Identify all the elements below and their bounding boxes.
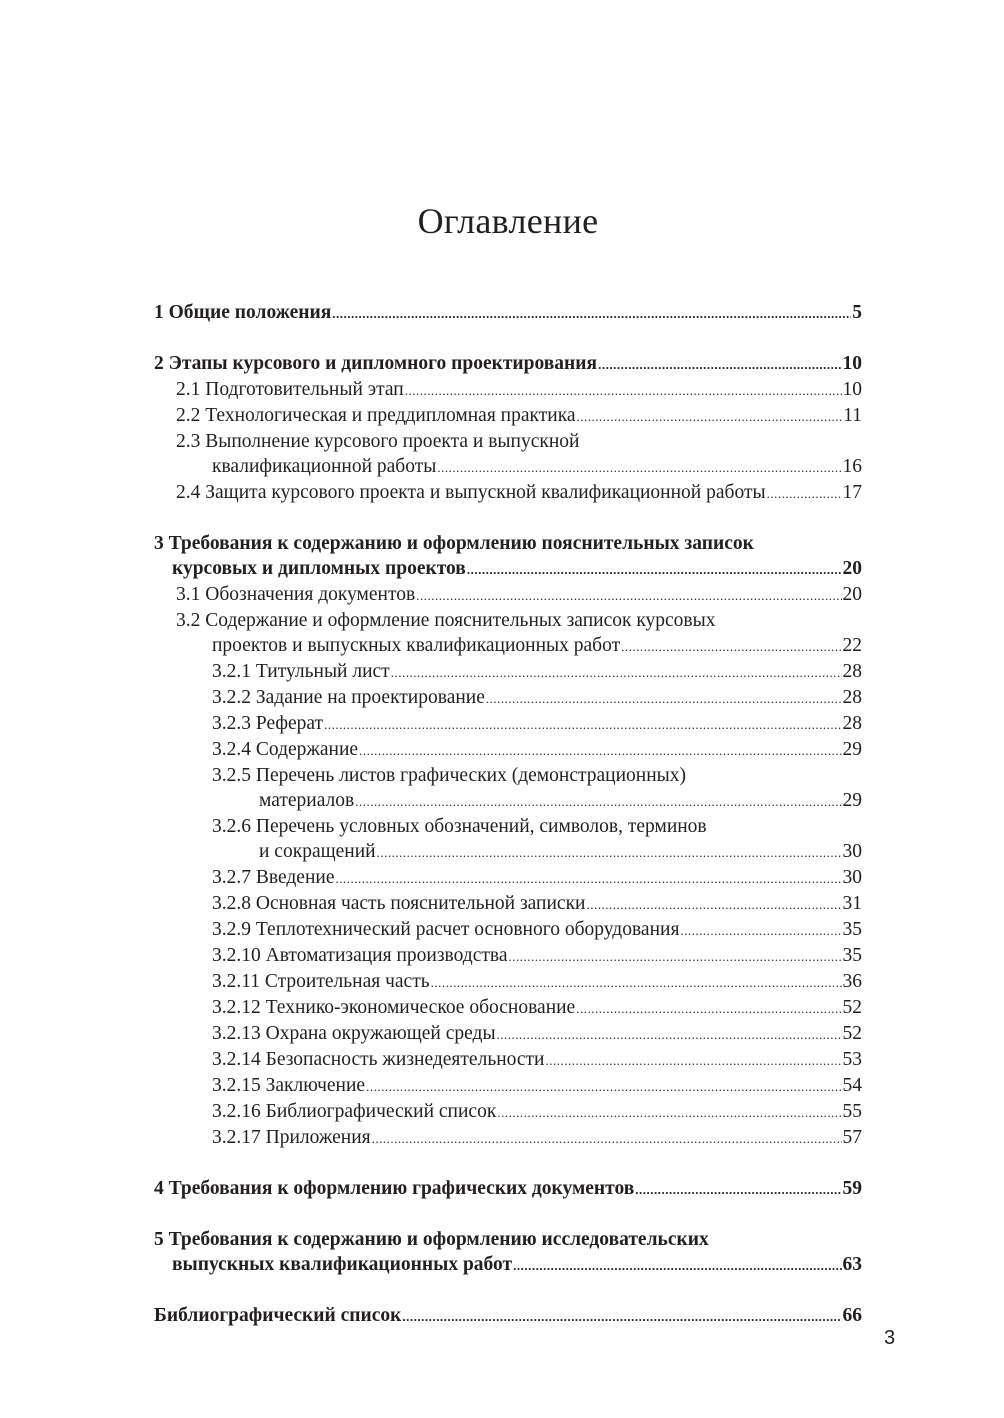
dot-leader bbox=[332, 301, 851, 326]
toc-entry-label: 3.2.17 Приложения bbox=[212, 1127, 371, 1148]
toc-entry-2-1[interactable] bbox=[154, 377, 862, 403]
toc-page-number: 29 bbox=[842, 790, 862, 811]
toc-entry-label: проектов и выпускных квалификационных работ bbox=[212, 635, 621, 656]
toc-page-number: 31 bbox=[842, 893, 862, 914]
dot-leader bbox=[509, 944, 842, 969]
toc-page-number: 36 bbox=[842, 971, 862, 992]
toc-entry-label: 3.2.9 Теплотехнический расчет основного оборудования bbox=[212, 919, 680, 940]
dot-leader bbox=[467, 557, 842, 582]
toc-page-number: 54 bbox=[842, 1075, 862, 1096]
toc-entry-label: 3.2.7 Введение bbox=[212, 867, 335, 888]
section-gap bbox=[154, 326, 862, 351]
dot-leader bbox=[335, 866, 841, 891]
toc-entry-3-2-6-line1[interactable]: 3.2.6 Перечень условных обозначений, символов, терминов bbox=[212, 816, 707, 837]
toc-entry-2[interactable] bbox=[154, 351, 862, 377]
toc-entry-label: выпускных квалификационных работ bbox=[172, 1254, 513, 1275]
toc-entry-label: 3.2.15 Заключение bbox=[212, 1075, 366, 1096]
section-gap bbox=[154, 506, 862, 531]
toc-entry-3-2-5[interactable] bbox=[154, 788, 862, 814]
dot-leader bbox=[587, 892, 842, 917]
toc-entry-2-3[interactable] bbox=[154, 454, 862, 480]
toc-page-number: 17 bbox=[842, 482, 862, 503]
toc-page-number: 66 bbox=[842, 1305, 862, 1326]
toc-page-number: 57 bbox=[842, 1127, 862, 1148]
toc-entry-3-2-16[interactable] bbox=[154, 1099, 862, 1125]
toc-entry-3-2-5-line1[interactable]: 3.2.5 Перечень листов графических (демонстрационных) bbox=[212, 765, 686, 786]
dot-leader bbox=[391, 660, 842, 685]
dot-leader bbox=[437, 455, 841, 480]
section-gap bbox=[154, 1278, 862, 1303]
table-of-contents bbox=[154, 300, 862, 1329]
toc-entry-3-2-1[interactable] bbox=[154, 659, 862, 685]
dot-leader bbox=[497, 1022, 842, 1047]
toc-entry-3-2-14[interactable] bbox=[154, 1047, 862, 1073]
toc-entry-label: 2.1 Подготовительный этап bbox=[176, 379, 404, 400]
dot-leader bbox=[405, 378, 842, 403]
toc-entry-label: 3.2.11 Строительная часть bbox=[212, 971, 430, 992]
toc-entry-label: 3.2.3 Реферат bbox=[212, 713, 324, 734]
toc-entry-3-2-line1[interactable]: 3.2 Содержание и оформление пояснительных записок курсовых bbox=[176, 610, 716, 631]
toc-entry-3-1[interactable] bbox=[154, 582, 862, 608]
toc-entry-3-2-9[interactable] bbox=[154, 917, 862, 943]
toc-page-number: 5 bbox=[852, 302, 862, 323]
toc-page-number: 35 bbox=[842, 919, 862, 940]
dot-leader bbox=[767, 481, 842, 506]
toc-entry-label: 3.2.13 Охрана окружающей среды bbox=[212, 1023, 496, 1044]
toc-entry-3-2-17[interactable] bbox=[154, 1125, 862, 1151]
toc-entry-3-2-12[interactable] bbox=[154, 995, 862, 1021]
section-gap bbox=[154, 1151, 862, 1176]
toc-entry-label: 4 Требования к оформлению графических документов bbox=[154, 1178, 635, 1199]
toc-page-number: 29 bbox=[842, 739, 862, 760]
toc-entry-2-2[interactable] bbox=[154, 403, 862, 429]
toc-entry-3-2-10[interactable] bbox=[154, 943, 862, 969]
toc-page-number: 22 bbox=[842, 635, 862, 656]
dot-leader bbox=[598, 352, 841, 377]
dot-leader bbox=[431, 970, 842, 995]
dot-leader bbox=[402, 1304, 841, 1329]
dot-leader bbox=[546, 1048, 842, 1073]
dot-leader bbox=[324, 712, 841, 737]
toc-entry-label: 3.2.14 Безопасность жизнедеятельности bbox=[212, 1049, 545, 1070]
section-gap bbox=[154, 1202, 862, 1227]
toc-entry-label: материалов bbox=[259, 790, 355, 811]
toc-entry-3-2-4[interactable] bbox=[154, 737, 862, 763]
toc-entry-label: квалификационной работы bbox=[212, 456, 437, 477]
toc-page-number: 55 bbox=[842, 1101, 862, 1122]
dot-leader bbox=[621, 634, 841, 659]
dot-leader bbox=[366, 1074, 841, 1099]
toc-entry-3[interactable] bbox=[154, 556, 862, 582]
toc-entry-label: курсовых и дипломных проектов bbox=[172, 558, 466, 579]
dot-leader bbox=[372, 1126, 842, 1151]
toc-entry-2-3-line1[interactable]: 2.3 Выполнение курсового проекта и выпускной bbox=[176, 431, 580, 452]
toc-page-number: 28 bbox=[842, 713, 862, 734]
toc-entry-1[interactable] bbox=[154, 300, 862, 326]
toc-entry-label: 3.2.12 Технико-экономическое обоснование bbox=[212, 997, 576, 1018]
toc-entry-label: 3.2.1 Титульный лист bbox=[212, 661, 390, 682]
toc-page-number: 30 bbox=[842, 841, 862, 862]
toc-page-number: 52 bbox=[842, 997, 862, 1018]
dot-leader bbox=[359, 738, 841, 763]
dot-leader bbox=[377, 840, 842, 865]
dot-leader bbox=[680, 918, 841, 943]
dot-leader bbox=[355, 789, 841, 814]
toc-page-number: 28 bbox=[842, 687, 862, 708]
toc-entry-2-4[interactable] bbox=[154, 480, 862, 506]
toc-page-number: 10 bbox=[842, 353, 862, 374]
toc-entry-label: 2.2 Технологическая и преддипломная практика bbox=[176, 405, 576, 426]
toc-entry-label: 3.2.10 Автоматизация производства bbox=[212, 945, 508, 966]
toc-page-number: 20 bbox=[842, 558, 862, 579]
toc-page-number: 10 bbox=[842, 379, 862, 400]
toc-entry-label: 1 Общие положения bbox=[154, 302, 332, 323]
toc-page-number: 16 bbox=[842, 456, 862, 477]
toc-entry-3-2[interactable] bbox=[154, 633, 862, 659]
toc-page-number: 20 bbox=[842, 584, 862, 605]
toc-page-number: 53 bbox=[842, 1049, 862, 1070]
toc-entry-4[interactable] bbox=[154, 1176, 862, 1202]
toc-entry-5-line1[interactable]: 5 Требования к содержанию и оформлению исследовательских bbox=[154, 1229, 709, 1250]
dot-leader bbox=[513, 1253, 841, 1278]
toc-entry-label: и сокращений bbox=[259, 841, 376, 862]
toc-page-number: 52 bbox=[842, 1023, 862, 1044]
toc-entry-3-2-7[interactable] bbox=[154, 865, 862, 891]
toc-entry-label: 3.2.8 Основная часть пояснительной записки bbox=[212, 893, 586, 914]
dot-leader bbox=[577, 404, 843, 429]
toc-entry-label: 2.4 Защита курсового проекта и выпускной квалификационной работы bbox=[176, 482, 766, 503]
toc-entry-3-2-6[interactable] bbox=[154, 839, 862, 865]
dot-leader bbox=[486, 686, 842, 711]
toc-entry-3-2-15[interactable] bbox=[154, 1073, 862, 1099]
page-number: 3 bbox=[884, 1327, 896, 1349]
toc-entry-3-2-11[interactable] bbox=[154, 969, 862, 995]
toc-entry-label: Библиографический список bbox=[154, 1305, 402, 1326]
dot-leader bbox=[576, 996, 841, 1021]
toc-entry-label: 3.2.4 Содержание bbox=[212, 739, 359, 760]
toc-entry-label: 2 Этапы курсового и дипломного проектирования bbox=[154, 353, 598, 374]
dot-leader bbox=[416, 583, 841, 608]
toc-page-number: 11 bbox=[843, 405, 862, 426]
toc-entry-label: 3.1 Обозначения документов bbox=[176, 584, 416, 605]
toc-entry-label: 3.2.2 Задание на проектирование bbox=[212, 687, 485, 708]
toc-entry-bibliography[interactable] bbox=[154, 1303, 862, 1329]
dot-leader bbox=[635, 1177, 841, 1202]
page-title: Оглавление bbox=[417, 201, 599, 241]
toc-entry-3-2-8[interactable] bbox=[154, 891, 862, 917]
toc-page-number: 35 bbox=[842, 945, 862, 966]
toc-entry-3-line1[interactable]: 3 Требования к содержанию и оформлению пояснительных записок bbox=[154, 533, 754, 554]
toc-page-number: 63 bbox=[842, 1254, 862, 1275]
toc-page-number: 59 bbox=[842, 1178, 862, 1199]
toc-page-number: 28 bbox=[842, 661, 862, 682]
toc-entry-5[interactable] bbox=[154, 1252, 862, 1278]
dot-leader bbox=[497, 1100, 841, 1125]
toc-entry-3-2-13[interactable] bbox=[154, 1021, 862, 1047]
toc-entry-3-2-3[interactable] bbox=[154, 711, 862, 737]
toc-entry-3-2-2[interactable] bbox=[154, 685, 862, 711]
toc-entry-label: 3.2.16 Библиографический список bbox=[212, 1101, 497, 1122]
toc-page-number: 30 bbox=[842, 867, 862, 888]
